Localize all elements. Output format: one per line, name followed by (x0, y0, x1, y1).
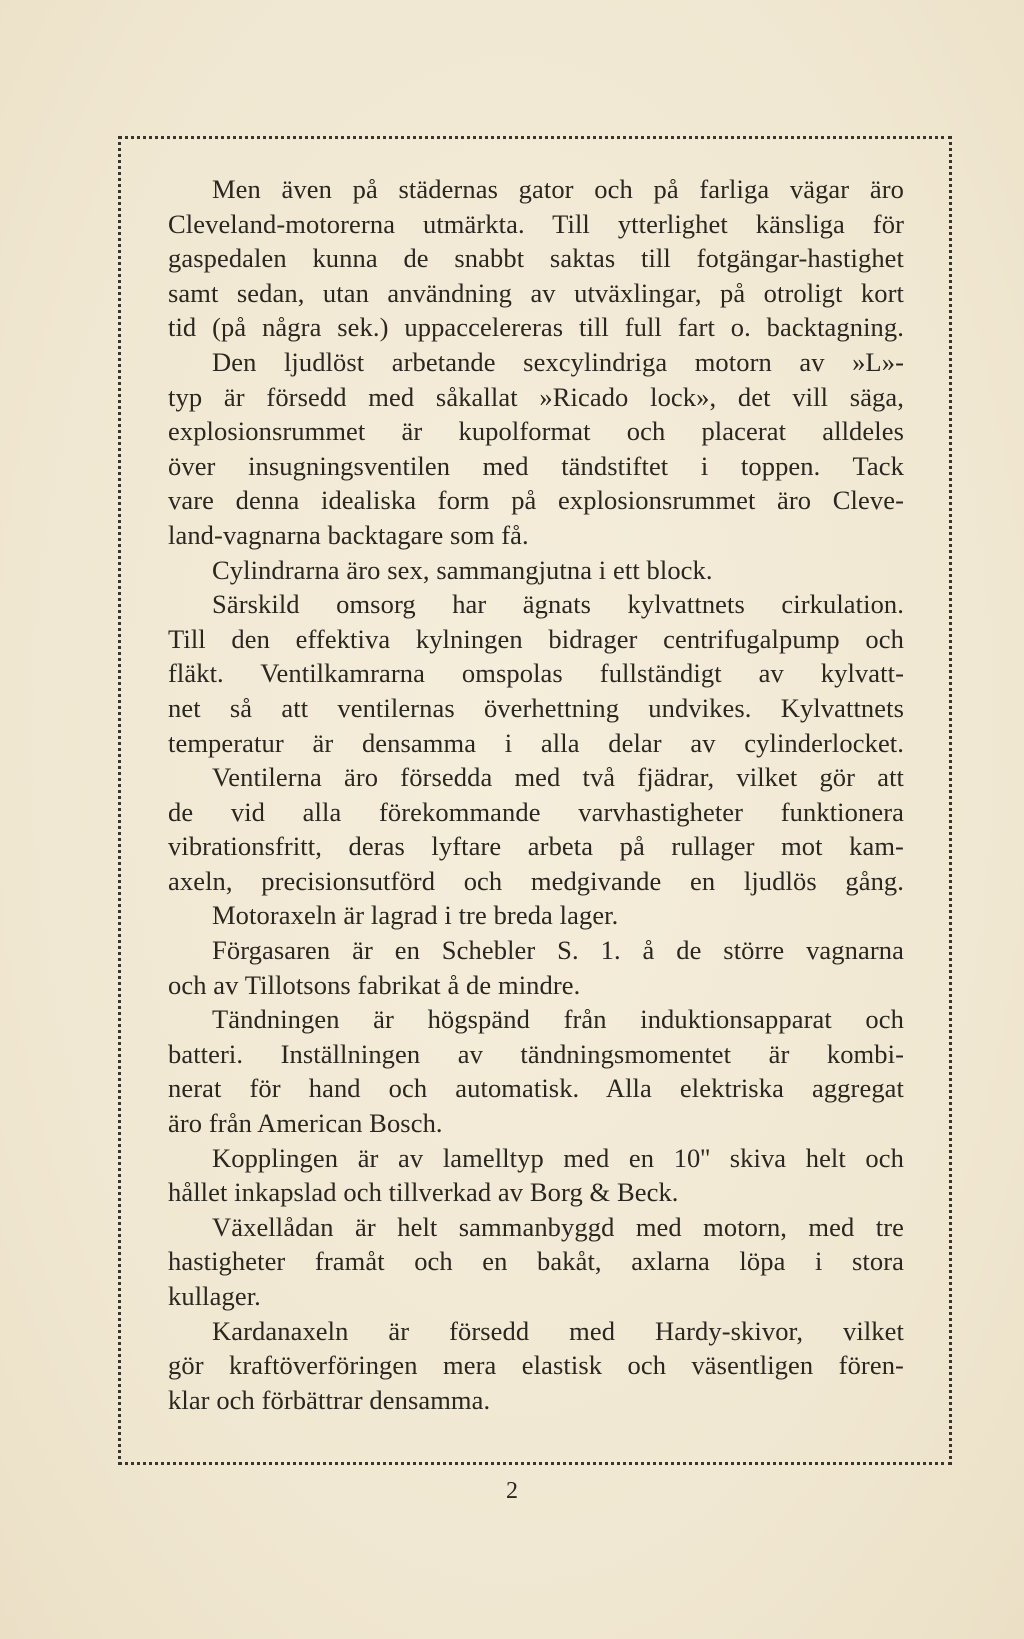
text-line: de vid alla förekommande varvhastigheter funktionera (168, 796, 904, 827)
text-line: axeln, precisionsutförd och medgivande en ljudlös gång. (168, 865, 904, 896)
text-line: Till den effektiva kylningen bidrager centrifugalpump och (168, 623, 904, 654)
text-line: nerat för hand och automatisk. Alla elektriska aggregat (168, 1073, 904, 1104)
text-line: gaspedalen kunna de snabbt saktas till fotgängar-hastighet (168, 243, 904, 274)
text-line: klar och förbättrar densamma. (168, 1384, 491, 1415)
text-line: fläkt. Ventilkamrarna omspolas fullständigt av kylvatt- (168, 658, 904, 689)
text-line: över insugningsventilen med tändstiftet i toppen. Tack (168, 450, 904, 481)
text-line: Cylindrarna äro sex, sammangjutna i ett block. (212, 554, 713, 585)
text-line: Växellådan är helt sammanbyggd med motorn, med tre (212, 1211, 904, 1242)
body-text (168, 172, 904, 1417)
text-line: Cleveland-motorerna utmärkta. Till ytterlighet känsliga för (168, 208, 904, 239)
text-line: typ är försedd med såkallat »Ricado lock», det vill säga, (168, 381, 904, 412)
text-line: temperatur är densamma i alla delar av cylinderlocket. (168, 727, 904, 758)
text-line: hastigheter framåt och en bakåt, axlarna löpa i stora (168, 1246, 904, 1277)
text-line: Kardanaxeln är försedd med Hardy-skivor, vilket (212, 1315, 904, 1346)
text-line: gör kraftöverföringen mera elastisk och väsentligen fören- (168, 1350, 904, 1381)
text-line: Kopplingen är av lamelltyp med en 10'' skiva helt och (212, 1142, 904, 1173)
text-line: vibrationsfritt, deras lyftare arbeta på rullager mot kam- (168, 831, 904, 862)
text-line: land-vagnarna backtagare som få. (168, 519, 529, 550)
text-line: hållet inkapslad och tillverkad av Borg & Beck. (168, 1177, 679, 1208)
text-line: Motoraxeln är lagrad i tre breda lager. (212, 900, 619, 931)
text-line: Tändningen är högspänd från induktionsapparat och (212, 1004, 904, 1035)
text-line: Men även på städernas gator och på farliga vägar äro (212, 174, 904, 204)
text-line: vare denna idealiska form på explosionsrummet äro Cleve- (168, 485, 904, 516)
text-line: Den ljudlöst arbetande sexcylindriga motorn av »L»- (212, 346, 904, 377)
text-line: explosionsrummet är kupolformat och placerat alldeles (168, 416, 904, 447)
text-line: Förgasaren är en Schebler S. 1. å de större vagnarna (212, 935, 904, 966)
text-line: äro från American Bosch. (168, 1108, 443, 1139)
text-line: Ventilerna äro försedda med två fjädrar, vilket gör att (212, 762, 904, 793)
text-line: kullager. (168, 1281, 261, 1311)
text-line: batteri. Inställningen av tändningsmomentet är kombi- (168, 1038, 904, 1069)
text-line: tid (på några sek.) uppaccelereras till full fart o. backtagning. (168, 312, 904, 343)
text-line: Särskild omsorg har ägnats kylvattnets cirkulation. (212, 589, 904, 620)
text-line: samt sedan, utan användning av utväxlingar, på otroligt kort (168, 277, 904, 308)
text-line: och av Tillotsons fabrikat å de mindre. (168, 969, 581, 1000)
page-number: 2 (506, 1478, 518, 1504)
text-line: net så att ventilernas överhettning undvikes. Kylvattnets (168, 692, 904, 723)
